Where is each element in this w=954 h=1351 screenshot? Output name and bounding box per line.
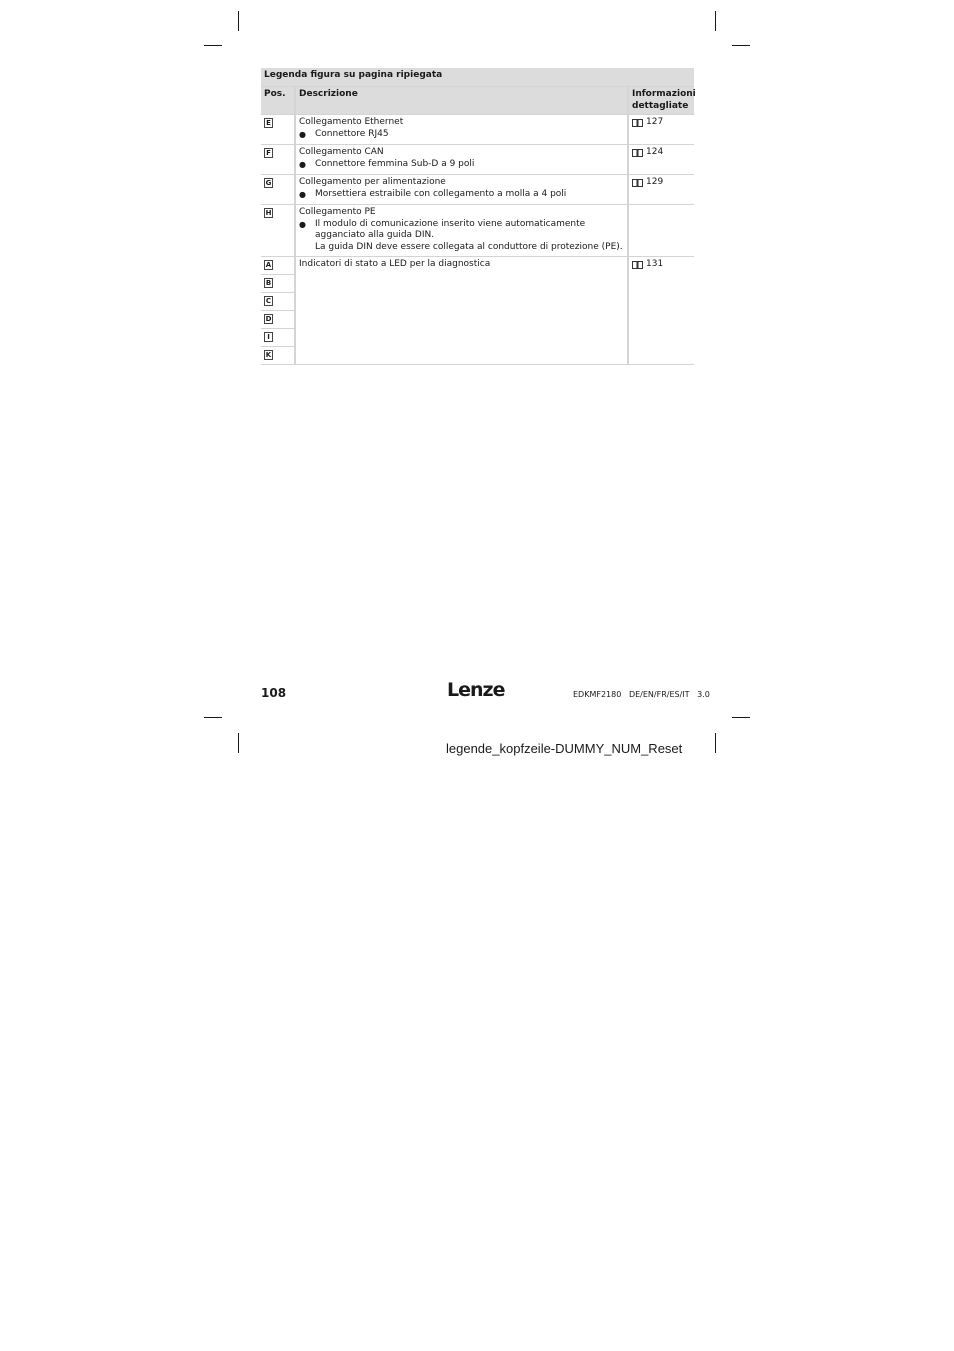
position-marker: I (264, 332, 273, 342)
row-bullet: Connettore femmina Sub-D a 9 poli (315, 158, 475, 169)
position-marker: A (265, 261, 272, 269)
header-info (628, 87, 694, 115)
page-reference: 127 (646, 117, 664, 127)
header-pos: Pos. (261, 87, 295, 115)
page-number: 108 (261, 686, 287, 700)
crop-mark (204, 717, 222, 718)
header-info-line2: dettagliate (632, 100, 689, 111)
header-info-line1: Informazioni (632, 89, 696, 99)
row-title: Collegamento Ethernet (299, 117, 404, 127)
crop-mark (238, 733, 239, 753)
row-bullet-extra: La guida DIN deve essere collegata al conduttore di protezione (PE). (315, 241, 623, 252)
crop-mark (715, 11, 716, 31)
table-caption-row (261, 68, 694, 87)
row-title: Collegamento per alimentazione (299, 177, 446, 187)
header-description: Descrizione (295, 87, 628, 115)
crop-mark (732, 45, 750, 46)
page-reference: 131 (646, 259, 664, 269)
table-row (261, 175, 694, 205)
legend-table (261, 68, 694, 365)
bullet-icon: ● (299, 129, 306, 139)
position-marker: C (265, 297, 272, 305)
position-marker: H (265, 209, 272, 217)
page-reference: 129 (646, 177, 664, 187)
table-row (261, 145, 694, 175)
position-marker: E (264, 118, 273, 128)
bullet-icon: ● (299, 159, 306, 169)
bullet-icon: ● (299, 189, 306, 199)
table-row (261, 257, 694, 275)
crop-mark (732, 717, 750, 718)
position-marker: F (264, 148, 273, 158)
position-marker: G (265, 179, 272, 187)
table-header-row (261, 87, 694, 115)
bullet-icon: ● (299, 219, 306, 229)
lenze-logo: Lenze (447, 679, 505, 701)
table-row (261, 115, 694, 145)
document-id: EDKMF2180 DE/EN/FR/ES/IT 3.0 (573, 690, 710, 699)
book-icon (632, 179, 643, 186)
crop-mark (715, 733, 716, 753)
table-row (261, 205, 694, 257)
row-title: Collegamento PE (299, 207, 376, 217)
crop-mark (238, 11, 239, 31)
table-caption: Legenda figura su pagina ripiegata (261, 68, 694, 87)
led-description: Indicatori di stato a LED per la diagnostica (295, 257, 628, 365)
row-bullet: Il modulo di comunicazione inserito viene automaticamente agganciato alla guida DIN. (315, 218, 586, 240)
position-marker: K (265, 351, 272, 359)
book-icon (632, 149, 643, 156)
row-bullet: Connettore RJ45 (315, 128, 389, 139)
template-label: legende_kopfzeile-DUMMY_NUM_Reset (446, 741, 683, 756)
position-marker: B (265, 279, 272, 287)
book-icon (632, 261, 643, 268)
page-reference: 124 (646, 147, 664, 157)
row-title: Collegamento CAN (299, 147, 384, 157)
position-marker: D (265, 315, 272, 323)
crop-mark (204, 45, 222, 46)
row-bullet: Morsettiera estraibile con collegamento a molla a 4 poli (315, 188, 567, 199)
book-icon (632, 119, 643, 126)
